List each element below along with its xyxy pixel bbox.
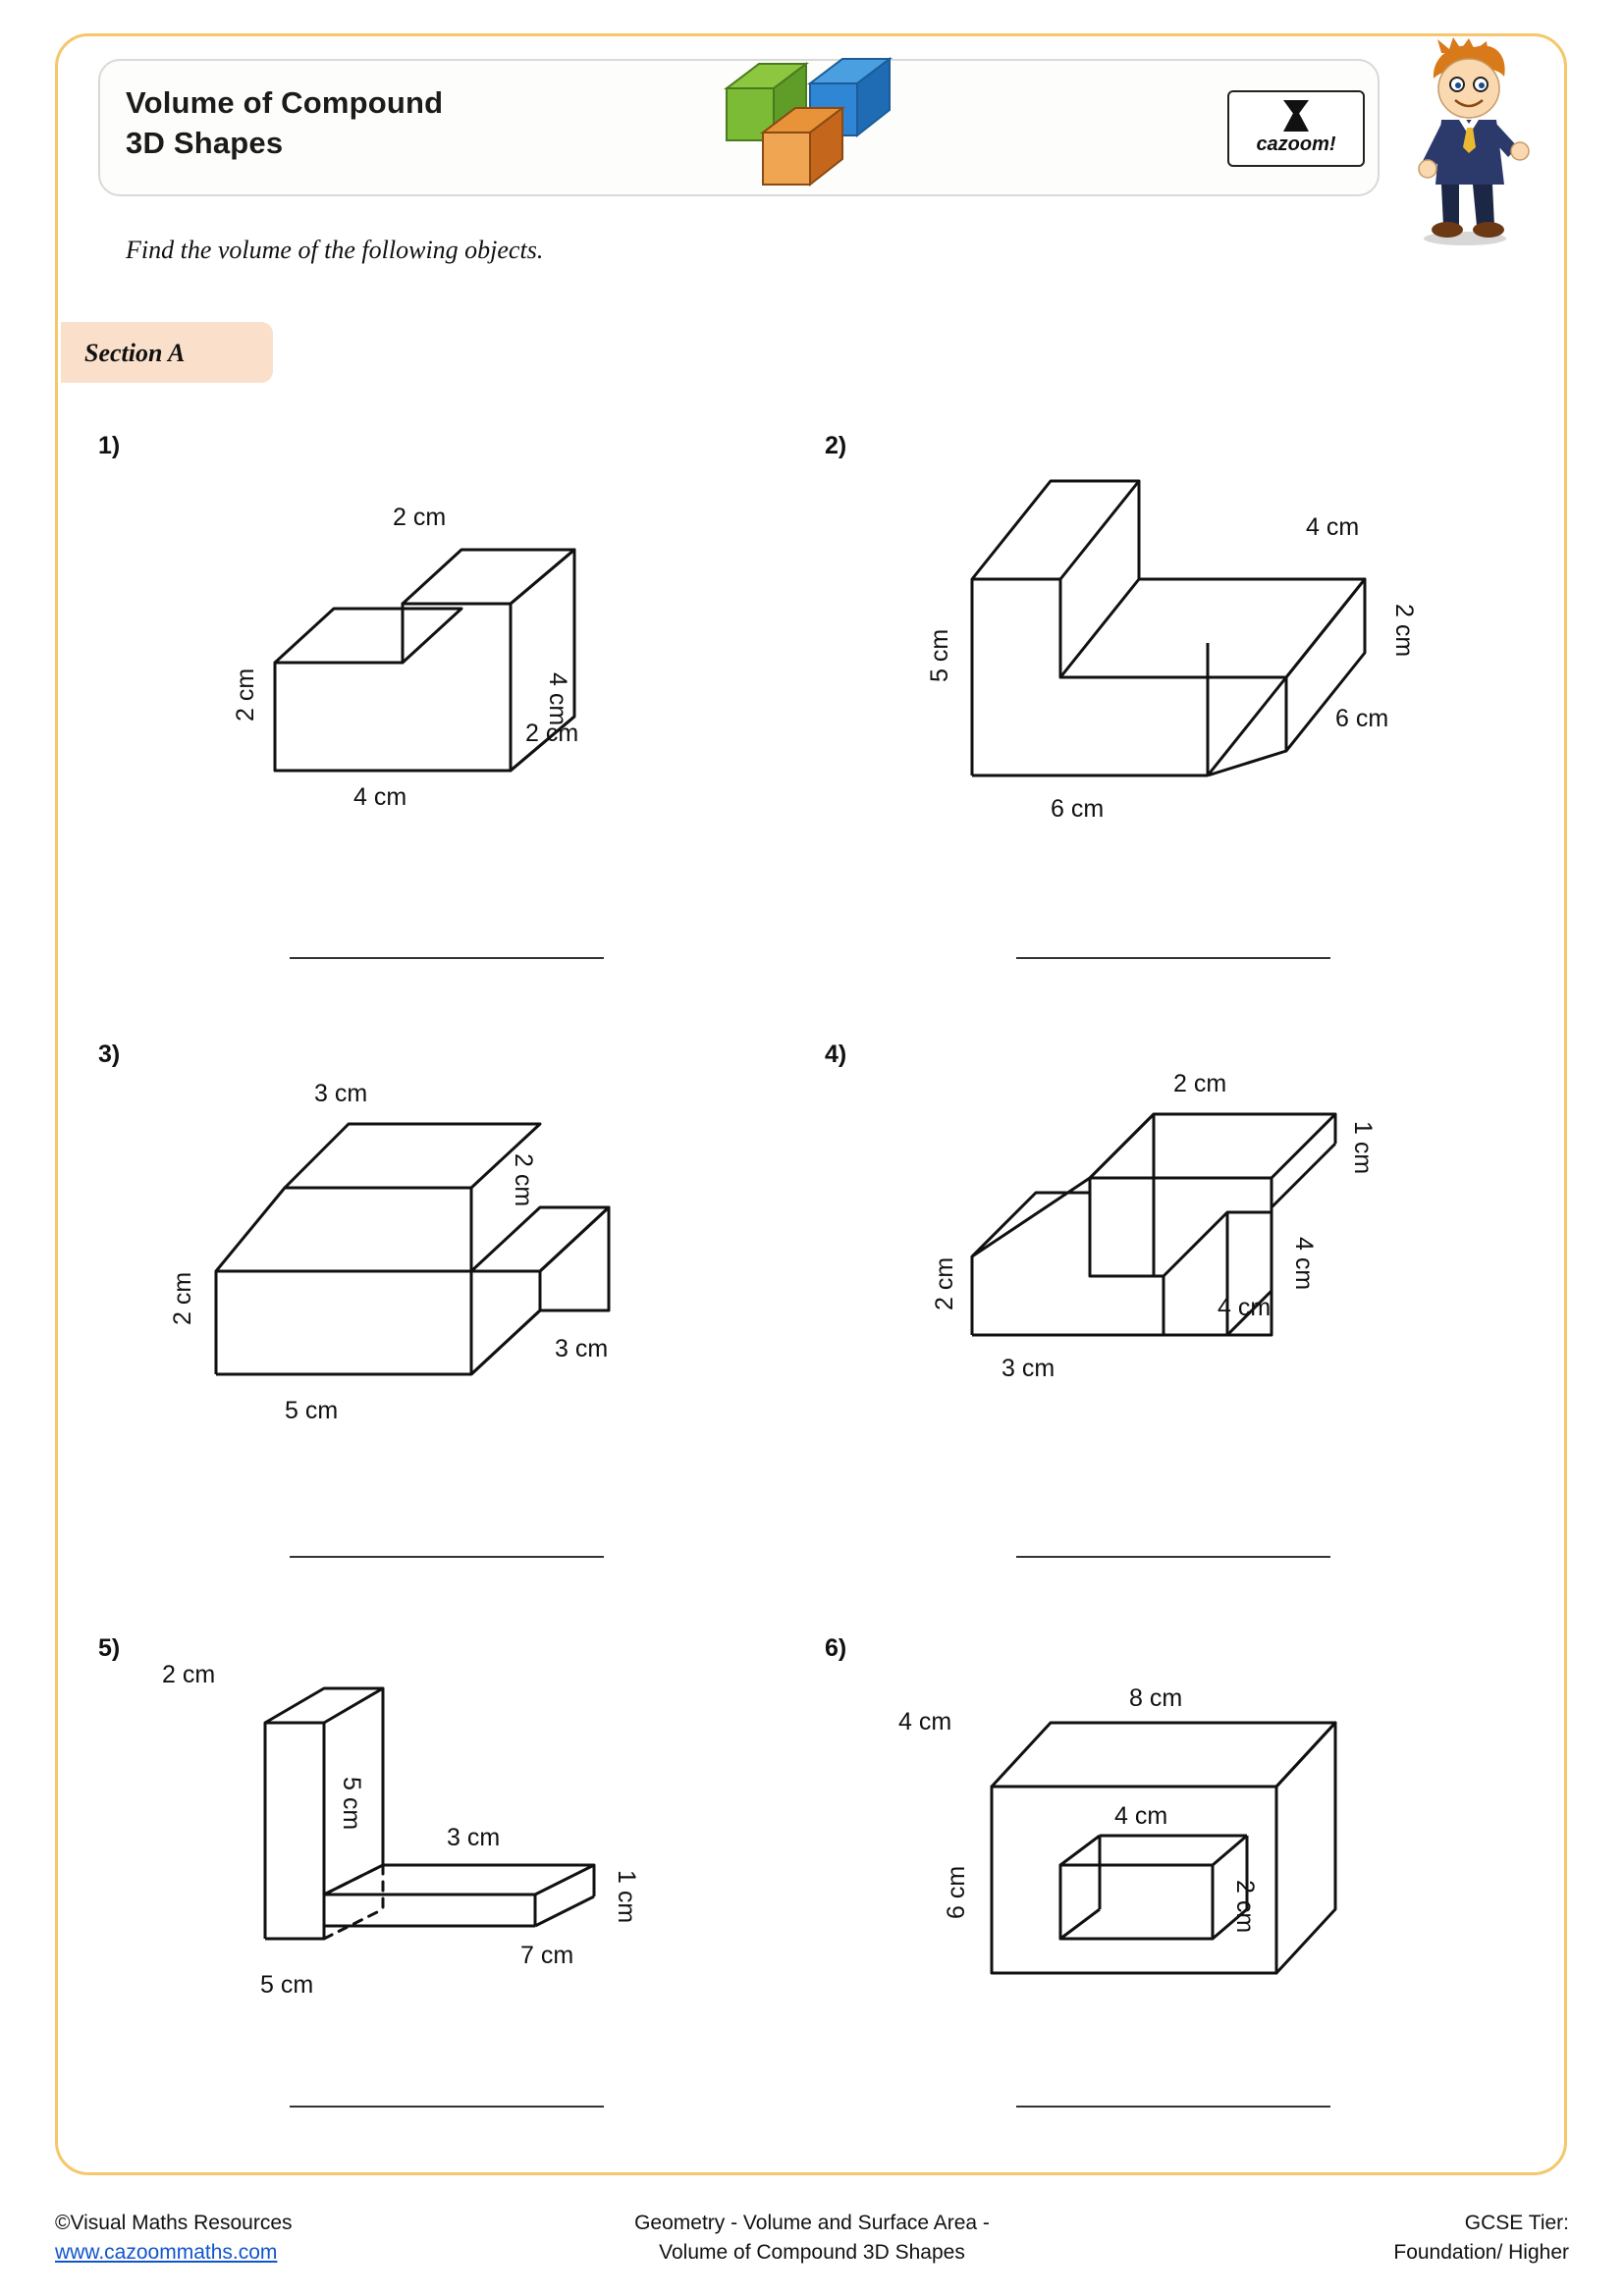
section-a-label: Section A [84, 339, 186, 367]
answer-line-4[interactable] [1016, 1556, 1330, 1558]
q4-label-top: 2 cm [1173, 1070, 1227, 1097]
q3-label-top: 3 cm [314, 1080, 368, 1107]
cazoom-logo [1227, 90, 1365, 167]
question-1-number: 1) [98, 432, 121, 459]
q6-label-top-width: 8 cm [1129, 1684, 1183, 1712]
q2-label-depth: 6 cm [1335, 705, 1389, 732]
q2-label-left-height: 5 cm [926, 628, 953, 682]
question-4-number: 4) [825, 1041, 847, 1068]
q4-label-left-height: 2 cm [931, 1256, 958, 1310]
question-3-number: 3) [98, 1041, 121, 1068]
page-title-line2: 3D Shapes [126, 125, 284, 160]
mascot-character [1394, 37, 1542, 248]
question-4-figure [931, 1050, 1394, 1394]
cubes-decoration [722, 54, 908, 201]
q2-label-right-height: 2 cm [1390, 604, 1418, 658]
q3-label-left-height: 2 cm [169, 1271, 196, 1325]
instruction-text: Find the volume of the following objects. [126, 236, 544, 264]
q6-label-depth: 4 cm [898, 1708, 952, 1735]
q1-label-top: 2 cm [393, 504, 447, 531]
footer-right [1393, 2209, 1569, 2269]
footer-center-line1: Geometry - Volume and Surface Area - [634, 2212, 990, 2234]
q4-label-bottom: 3 cm [1001, 1355, 1056, 1382]
q2-label-bottom: 6 cm [1051, 795, 1105, 823]
page-title-line1: Volume of Compound [126, 85, 444, 120]
q6-label-height: 6 cm [943, 1865, 970, 1919]
footer-center-line2: Volume of Compound 3D Shapes [659, 2241, 965, 2265]
hourglass-icon [1283, 100, 1309, 132]
q6-label-hole-width: 4 cm [1114, 1802, 1168, 1830]
q4-label-depth: 4 cm [1218, 1294, 1272, 1321]
q4-label-right-height: 4 cm [1290, 1237, 1318, 1291]
question-3-figure [169, 1060, 687, 1424]
section-a-tag [61, 322, 273, 383]
logo-label: cazoom! [1256, 133, 1336, 155]
footer-tier-line1: GCSE Tier: [1464, 2212, 1569, 2234]
q6-label-hole-height: 2 cm [1231, 1880, 1259, 1934]
question-5-number: 5) [98, 1634, 121, 1662]
footer-center [0, 2209, 1624, 2269]
q3-label-step-height: 2 cm [510, 1153, 537, 1207]
answer-line-6[interactable] [1016, 2106, 1330, 2108]
q4-label-thickness: 1 cm [1349, 1121, 1377, 1175]
q2-label-top-right: 4 cm [1306, 513, 1360, 541]
q5-label-arm-top: 3 cm [447, 1824, 501, 1851]
q5-label-arm-length: 7 cm [520, 1942, 574, 1969]
answer-line-2[interactable] [1016, 957, 1330, 959]
q5-label-top-left: 2 cm [162, 1661, 216, 1688]
question-6-number: 6) [825, 1634, 847, 1662]
q1-label-right-height: 4 cm [544, 672, 571, 726]
answer-line-3[interactable] [290, 1556, 604, 1558]
q5-label-arm-thickness: 1 cm [613, 1870, 640, 1924]
question-5-figure [162, 1661, 687, 1999]
q1-label-depth: 2 cm [525, 720, 579, 747]
page-title [126, 83, 656, 164]
q1-label-left-height: 2 cm [232, 667, 259, 721]
q1-label-bottom: 4 cm [353, 783, 407, 811]
question-2-number: 2) [825, 432, 847, 459]
q5-label-height: 5 cm [338, 1777, 365, 1831]
question-2-figure [926, 442, 1434, 823]
footer-copyright: ©Visual Maths Resources [55, 2212, 293, 2234]
question-6-figure [898, 1684, 1394, 2012]
footer-website-link[interactable]: www.cazoommaths.com [55, 2241, 278, 2265]
q3-label-depth: 3 cm [555, 1335, 609, 1362]
question-1-figure [226, 447, 638, 811]
answer-line-1[interactable] [290, 957, 604, 959]
q5-label-bottom: 5 cm [260, 1971, 314, 1999]
q3-label-bottom: 5 cm [285, 1397, 339, 1424]
answer-line-5[interactable] [290, 2106, 604, 2108]
footer-tier-line2: Foundation/ Higher [1393, 2241, 1569, 2265]
